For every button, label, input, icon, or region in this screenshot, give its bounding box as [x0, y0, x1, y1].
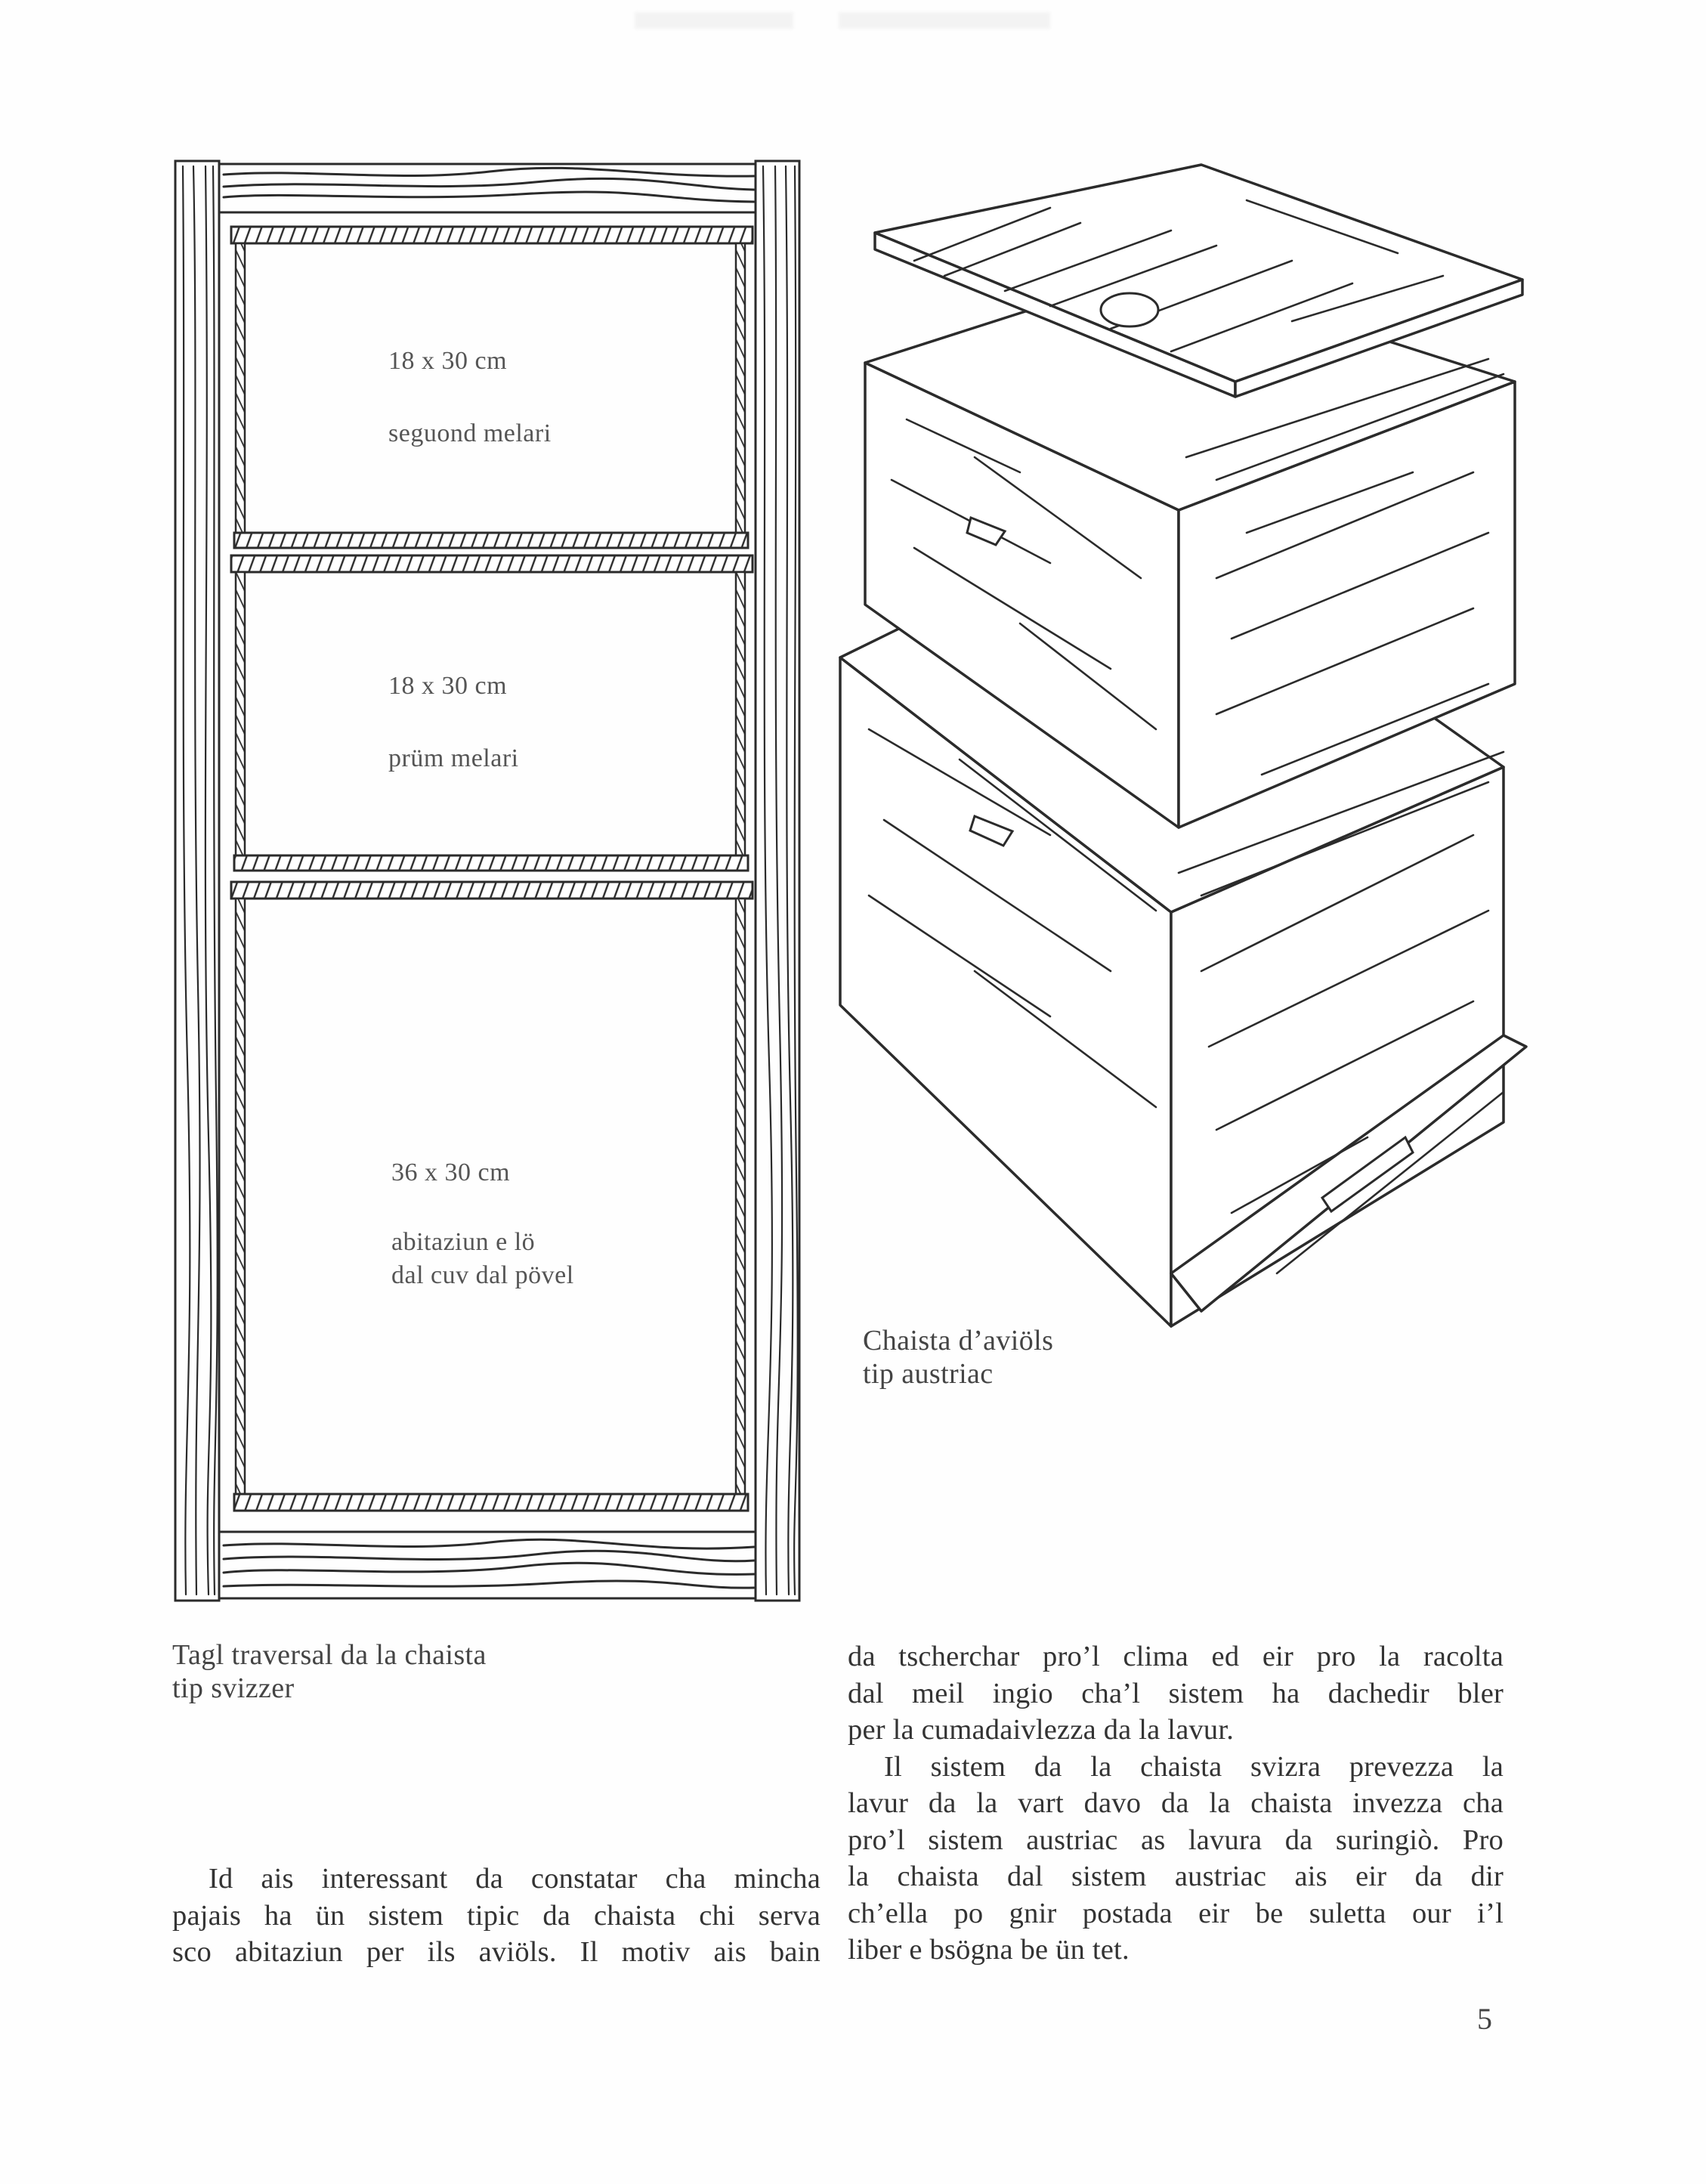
- body-line: liber e bsögna be ün tet.: [848, 1934, 1130, 1966]
- body-line: dal meil ingio cha’l sistem ha dachedir bler: [848, 1677, 1504, 1709]
- body-line: ch’ella po gnir postada eir be suletta our i’l: [848, 1897, 1504, 1929]
- caption-line-2: tip svizzer: [172, 1672, 295, 1704]
- page-number: 5: [1477, 2002, 1492, 2036]
- body-left-column: [172, 1861, 821, 1971]
- frame-label-abitaziun: [391, 1156, 574, 1292]
- body-line: da tscherchar pro’l clima ed eir pro la racolta: [848, 1641, 1504, 1672]
- body-right-column: [848, 1638, 1504, 1969]
- bleed-through-mark: [635, 12, 793, 29]
- body-line: Il sistem da la chaista svizra prevezza la: [884, 1750, 1504, 1783]
- frame-label-seguond-melari: [388, 345, 552, 450]
- body-line: pajais ha ün sistem tipic da chaista chi serva: [172, 1899, 821, 1932]
- frame-name: prüm melari: [388, 744, 519, 772]
- body-line: la chaista dal sistem austriac ais eir da dir: [848, 1861, 1504, 1892]
- caption-swiss-hive: [172, 1638, 487, 1705]
- body-line: sco abitaziun per ils aviöls. Il motiv ais bain: [172, 1936, 821, 1968]
- caption-line-1: Tagl traversal da la chaista: [172, 1639, 487, 1671]
- frame-name-line-1: abitaziun e lö: [391, 1228, 536, 1256]
- frame-name-line-2: dal cuv dal pövel: [391, 1261, 574, 1289]
- body-line: Id ais interessant da constatar cha mincha: [209, 1863, 821, 1895]
- austrian-hive-illustration: [824, 155, 1572, 1319]
- body-line: per la cumadaivlezza da la lavur.: [848, 1714, 1235, 1746]
- caption-line-1: Chaista d’aviöls: [863, 1325, 1054, 1356]
- frame-name: seguond melari: [388, 419, 552, 447]
- frame-dimensions: 18 x 30 cm: [388, 672, 508, 700]
- frame-dimensions: 36 x 30 cm: [391, 1159, 511, 1186]
- body-line: lavur da la vart davo da la chaista invezza cha: [848, 1787, 1504, 1819]
- bleed-through-mark: [839, 12, 1050, 29]
- lid-knob-icon: [1101, 293, 1158, 326]
- caption-austrian-hive: [863, 1324, 1053, 1391]
- frame-label-prum-melari: [388, 670, 519, 775]
- body-line: pro’l sistem austriac as lavura da suringiò. Pro: [848, 1824, 1504, 1856]
- caption-line-2: tip austriac: [863, 1358, 994, 1390]
- frame-dimensions: 18 x 30 cm: [388, 347, 508, 375]
